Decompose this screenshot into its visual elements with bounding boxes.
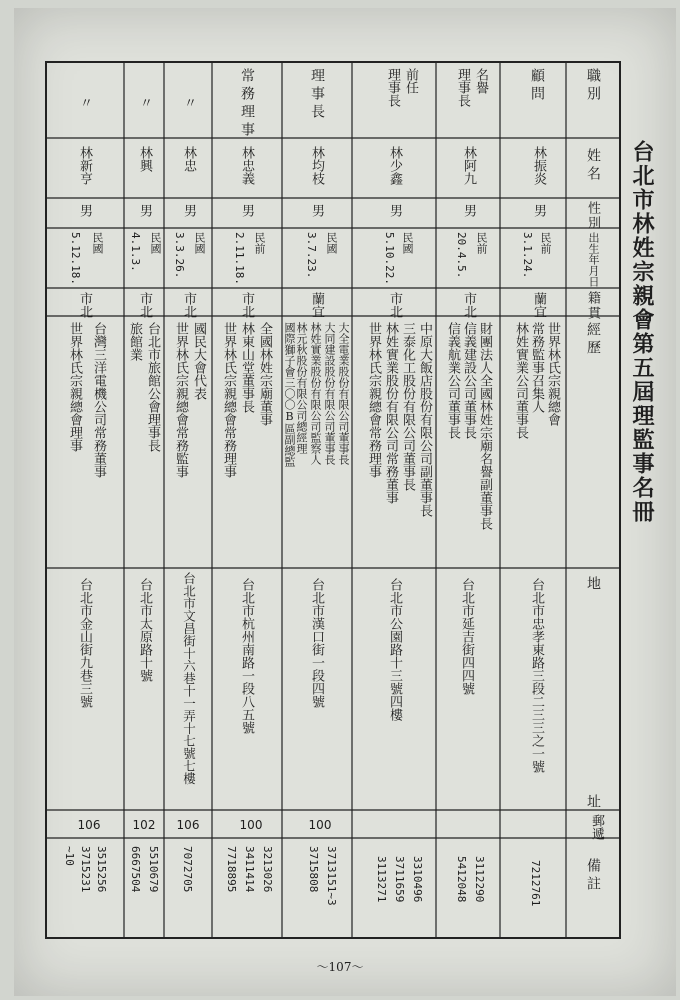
phone-1-0: 3112290: [473, 856, 486, 903]
experience-2-line-3: 世界林氏宗親總會常務理事: [366, 322, 381, 478]
experience-3-line-1: 大同建設股份有限公司董事長: [323, 322, 336, 465]
experience-4-line-1: 林東山堂董事長: [239, 322, 254, 413]
zip-6: 102: [132, 818, 156, 832]
sex-3: 男: [309, 204, 324, 217]
phone-4-1: 3411414: [243, 846, 256, 893]
address-6: 台北市太原路十號: [137, 578, 152, 682]
position-2-a: 前任: [403, 68, 418, 94]
birth-6: 4.1.3.: [129, 232, 142, 272]
header-sex: 性別: [585, 201, 600, 231]
sex-5: 男: [181, 204, 196, 217]
phone-3-0: 3713151~3: [325, 846, 338, 906]
experience-1-line-1: 信義建設公司董事長: [461, 322, 476, 439]
phone-1-1: 5412048: [455, 856, 468, 903]
birth-1: 20.4.5.: [455, 232, 468, 279]
position-1-b: 理事長: [455, 68, 470, 107]
experience-4-line-2: 世界林氏宗親總會常務理事: [221, 322, 236, 478]
address-5: 台北市文昌街十六巷十一弄十七號七樓: [181, 572, 197, 785]
address-7: 台北市金山街九巷三號: [77, 578, 92, 708]
birth-era-0: 民前: [539, 232, 552, 254]
birth-2: 5.10.22.: [383, 232, 396, 285]
experience-2-line-1: 三泰化工股份有限公司董事長: [400, 322, 415, 491]
phone-4-0: 3213026: [261, 846, 274, 893]
phone-7-2: ~10: [63, 846, 76, 866]
position-0: 顧問: [529, 68, 545, 104]
birth-era-3: 民國: [325, 232, 338, 254]
position-3: 理事長: [309, 68, 325, 122]
experience-5-line-1: 世界林氏宗親總會常務監事: [173, 322, 188, 478]
position-2-b: 理事長: [385, 68, 400, 107]
phone-4-2: 7718895: [225, 846, 238, 893]
name-3: 林均枝: [309, 146, 324, 185]
address-4: 台北市杭州南路一段八五號: [239, 578, 254, 734]
name-5: 林忠: [181, 146, 196, 172]
page-title: 台北市林姓宗親會第五屆理監事名冊: [629, 140, 654, 524]
phone-6-0: 5510679: [147, 846, 160, 893]
name-0: 林振炎: [531, 146, 546, 185]
experience-2-line-0: 中原大飯店股份有限公司副董事長: [417, 322, 432, 517]
phone-2-2: 3113271: [375, 856, 388, 903]
sex-7: 男: [77, 204, 92, 217]
experience-4-line-0: 全國林姓宗廟董事: [257, 322, 272, 426]
position-6: 〃: [137, 96, 152, 109]
header-address-top: 地: [585, 576, 601, 594]
origin-3: 蘭宜: [309, 292, 324, 318]
experience-3-line-4: 國際獅子會三〇〇B區副總監: [283, 322, 296, 467]
birth-era-5: 民國: [193, 232, 206, 254]
page-number: ～107～: [316, 960, 364, 974]
header-name: 姓名: [585, 148, 601, 184]
experience-7-line-0: 台灣三洋電機公司常務董事: [91, 322, 106, 478]
origin-5: 市北: [181, 292, 196, 318]
experience-5-line-0: 國民大會代表: [191, 322, 206, 400]
experience-3-line-0: 大全電業股份有限公司董事長: [337, 322, 350, 465]
birth-3: 3.7.23.: [305, 232, 318, 279]
header-remarks: 備註: [585, 858, 601, 894]
sex-1: 男: [461, 204, 476, 217]
header-experience: 經歷: [585, 322, 601, 358]
zip-5: 106: [176, 818, 200, 832]
position-5: 〃: [181, 96, 196, 109]
origin-1: 市北: [461, 292, 476, 318]
experience-1-line-2: 信義航業公司董事長: [445, 322, 460, 439]
zip-3: 100: [308, 818, 332, 832]
name-2: 林少鑫: [387, 146, 402, 185]
birth-era-1: 民前: [475, 232, 488, 254]
experience-2-line-2: 林姓實業股份有限公司常務董事: [383, 322, 398, 504]
experience-3-line-3: 林元秋股份有限公司總經理: [295, 322, 308, 454]
experience-6-line-0: 台北市旅館公會理事長: [145, 322, 160, 452]
phone-0-0: 7212761: [529, 860, 542, 907]
address-3: 台北市漢口街一段四號: [309, 578, 324, 708]
zip-7: 106: [77, 818, 101, 832]
origin-4: 市北: [239, 292, 254, 318]
birth-era-7: 民國: [91, 232, 104, 254]
birth-7: 5.12.18.: [69, 232, 82, 285]
phone-7-1: 3715231: [79, 846, 92, 893]
experience-0-line-0: 世界林氏宗親總會: [545, 322, 560, 426]
birth-era-2: 民國: [401, 232, 414, 254]
sex-6: 男: [137, 204, 152, 217]
origin-0: 蘭宜: [531, 292, 546, 318]
address-1: 台北市延吉街四四號: [459, 578, 474, 695]
sex-2: 男: [387, 204, 402, 217]
origin-6: 市北: [137, 292, 152, 318]
position-7: 〃: [77, 96, 92, 109]
experience-7-line-1: 世界林氏宗親總會理事: [67, 322, 82, 452]
origin-2: 市北: [387, 292, 402, 318]
experience-3-line-2: 林姓實業股份有限公司監察人: [309, 322, 322, 465]
birth-0: 3.1.24.: [521, 232, 534, 279]
zip-4: 100: [239, 818, 263, 832]
name-1: 林阿九: [461, 146, 476, 185]
experience-0-line-1: 常務監事召集人: [529, 322, 544, 413]
phone-5-0: 7072705: [181, 846, 194, 893]
header-origin: 籍貫: [585, 291, 600, 321]
name-7: 林新亨: [77, 146, 92, 185]
birth-era-6: 民國: [149, 232, 162, 254]
header-zip: 郵遞: [589, 814, 604, 840]
experience-1-line-0: 財團法人全國林姓宗廟名譽副董事長: [477, 322, 492, 530]
phone-2-1: 3711659: [393, 856, 406, 903]
name-4: 林忠義: [239, 146, 254, 185]
birth-5: 3.3.26.: [173, 232, 186, 279]
birth-4: 2.11.18.: [233, 232, 246, 285]
sex-4: 男: [239, 204, 254, 217]
sex-0: 男: [531, 204, 546, 217]
birth-era-4: 民前: [253, 232, 266, 254]
origin-7: 市北: [77, 292, 92, 318]
phone-3-1: 3715808: [307, 846, 320, 893]
position-1-a: 名譽: [473, 68, 488, 94]
name-6: 林興: [137, 146, 152, 172]
phone-7-0: 3515256: [95, 846, 108, 893]
header-birth: 出生年月日: [587, 232, 600, 287]
position-4: 常務理事: [239, 68, 255, 140]
header-address-bottom: 址: [585, 794, 601, 812]
phone-6-1: 6667504: [129, 846, 142, 893]
header-position: 職別: [585, 68, 601, 104]
experience-6-line-1: 旅館業: [127, 322, 142, 361]
address-0: 台北市忠孝東路三段二三三之一號: [529, 578, 544, 773]
experience-0-line-2: 林姓實業公司董事長: [513, 322, 528, 439]
phone-2-0: 3310496: [411, 856, 424, 903]
address-2: 台北市公園路十三號四樓: [387, 578, 402, 721]
